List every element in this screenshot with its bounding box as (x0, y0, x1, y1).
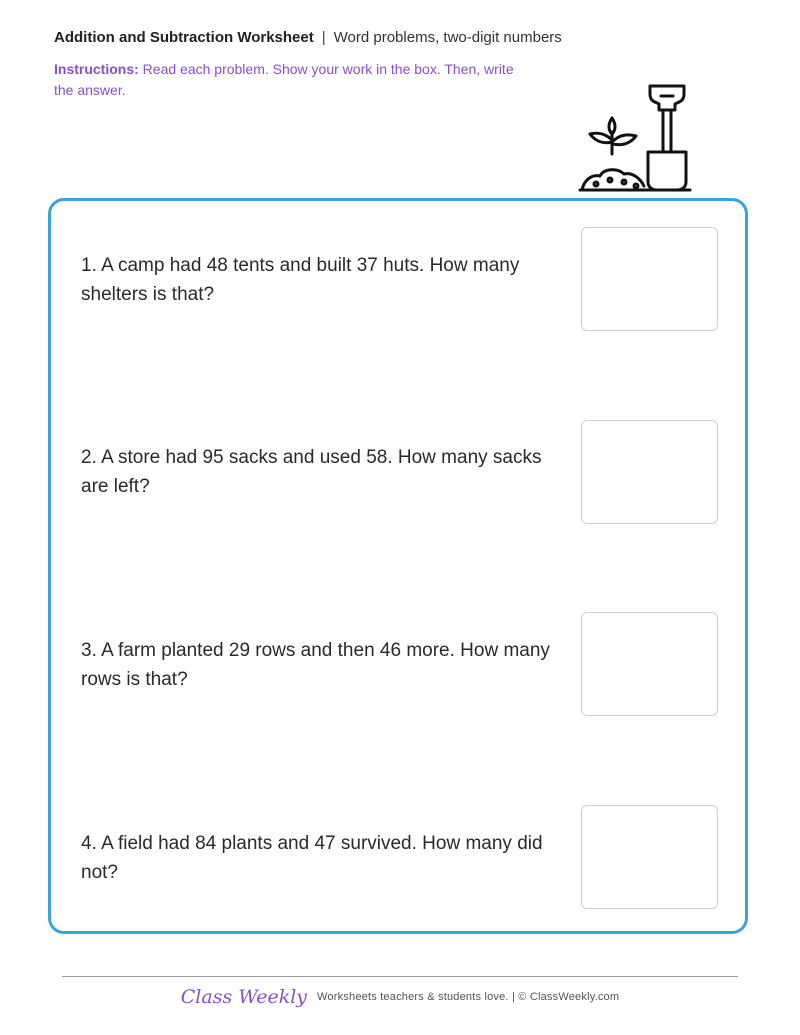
footer (0, 986, 800, 1008)
problem-1: 1. A camp had 48 tents and built 37 huts. How many shelters is that? (81, 255, 520, 305)
answer-box-3[interactable] (581, 612, 718, 716)
answer-box-2[interactable] (581, 420, 718, 524)
garden-sprout-shovel-icon (578, 82, 694, 194)
instructions-text: Read each problem. Show your work in the box. Then, write the answer. (54, 61, 514, 98)
problems-card (48, 198, 748, 934)
brand-logo: Class Weekly (180, 986, 308, 1008)
instructions (54, 59, 534, 101)
answer-box-1[interactable] (581, 227, 718, 331)
problem-3: 3. A farm planted 29 rows and then 46 more. How many rows is that? (81, 640, 550, 690)
footer-divider (62, 976, 738, 977)
footer-tagline: Worksheets teachers & students love. | © ClassWeekly.com (317, 991, 620, 1003)
worksheet-subtitle: Word problems, two-digit numbers (333, 29, 562, 46)
worksheet-header (54, 28, 754, 48)
answer-box-4[interactable] (581, 805, 718, 909)
instructions-label: Instructions: (54, 61, 139, 77)
worksheet-title: Addition and Subtraction Worksheet (54, 29, 314, 46)
problem-4: 4. A field had 84 plants and 47 survived. How many did not? (81, 833, 543, 883)
header-separator: | (321, 29, 326, 46)
problem-2: 2. A store had 95 sacks and used 58. How many sacks are left? (81, 447, 542, 497)
